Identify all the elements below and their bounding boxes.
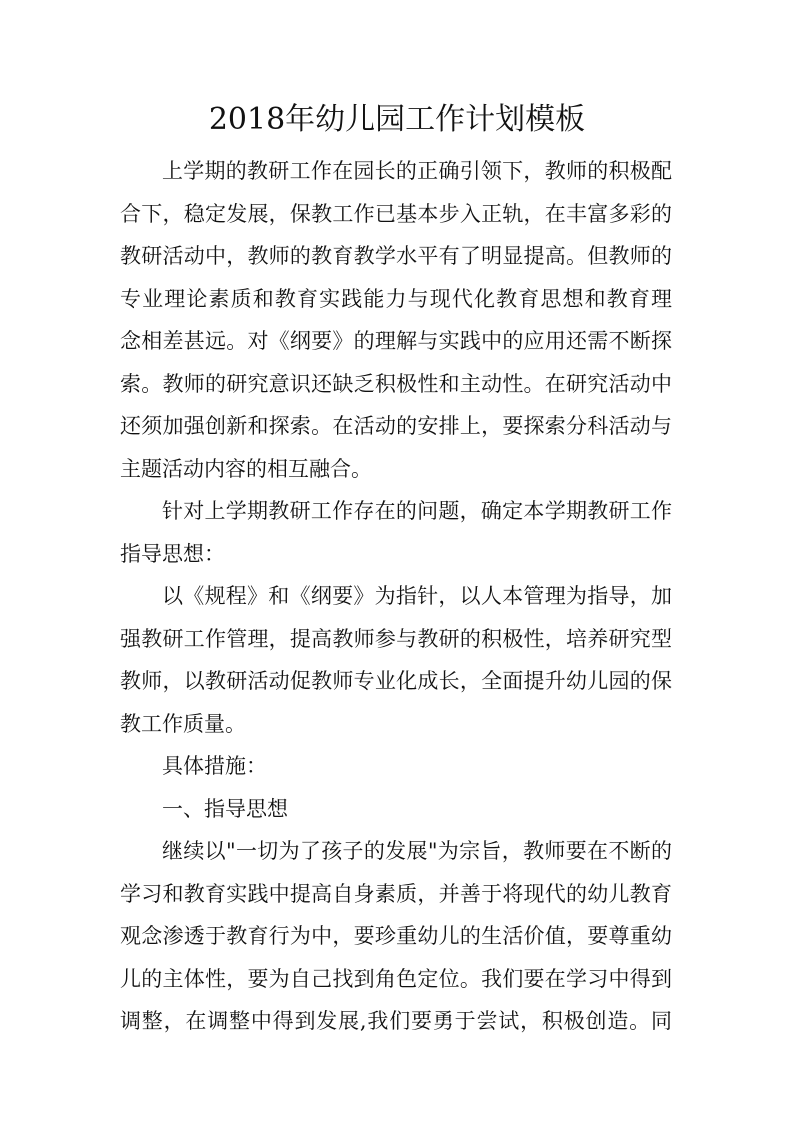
paragraph-line: 还须加强创新和探索。在活动的安排上，要探索分科活动与 bbox=[120, 414, 672, 438]
paragraph-line: 具体措施： bbox=[162, 754, 267, 778]
paragraph-line: 学习和教育实践中提高自身素质，并善于将现代的幼儿教育 bbox=[120, 881, 672, 906]
paragraph-line: 教师，以教研活动促教师专业化成长，全面提升幼儿园的保 bbox=[120, 669, 672, 693]
paragraph-line: 儿的主体性，要为自己找到角色定位。我们要在学习中得到 bbox=[120, 966, 672, 991]
paragraph-line: 强教研工作管理，提高教师参与教研的积极性，培养研究型 bbox=[120, 626, 672, 651]
paragraph-line: 念相差甚远。对《纲要》的理解与实践中的应用还需不断探 bbox=[120, 329, 672, 353]
paragraph-line: 调整，在调整中得到发展,我们要勇于尝试，积极创造。同 bbox=[120, 1009, 672, 1033]
paragraph-line: 上学期的教研工作在园长的正确引领下，教师的积极配 bbox=[162, 159, 672, 183]
document-title: 2018年幼儿园工作计划模板 bbox=[208, 102, 586, 137]
paragraph-line: 继续以"一切为了孩子的发展"为宗旨，教师要在不断的 bbox=[162, 839, 672, 863]
paragraph-line: 指导思想： bbox=[120, 541, 225, 566]
paragraph-line: 合下，稳定发展，保教工作已基本步入正轨，在丰富多彩的 bbox=[120, 201, 672, 226]
paragraph-line: 索。教师的研究意识还缺乏积极性和主动性。在研究活动中 bbox=[120, 371, 672, 396]
paragraph-line: 以《规程》和《纲要》为指针，以人本管理为指导，加 bbox=[162, 584, 672, 608]
paragraph-line: 教工作质量。 bbox=[120, 711, 246, 736]
paragraph-line: 专业理论素质和教育实践能力与现代化教育思想和教育理 bbox=[120, 286, 672, 311]
paragraph-line: 主题活动内容的相互融合。 bbox=[120, 456, 372, 481]
paragraph-line: 观念渗透于教育行为中，要珍重幼儿的生活价值，要尊重幼 bbox=[120, 924, 672, 948]
document-body bbox=[120, 150, 672, 1043]
paragraph-line: 教研活动中，教师的教育教学水平有了明显提高。但教师的 bbox=[120, 244, 672, 268]
paragraph-line: 针对上学期教研工作存在的问题，确定本学期教研工作 bbox=[162, 499, 672, 523]
section-heading: 一、指导思想 bbox=[162, 796, 288, 821]
